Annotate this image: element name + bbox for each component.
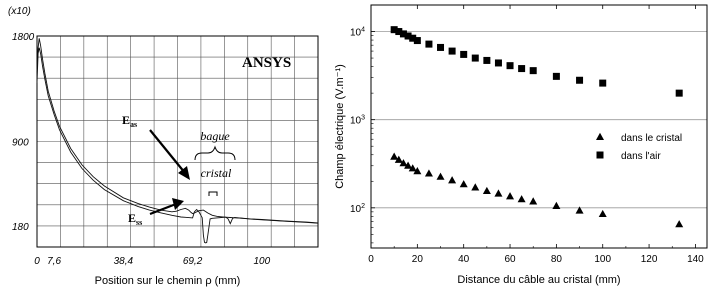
y-tick-label: 180 xyxy=(12,221,29,233)
data-point-triangle xyxy=(518,195,526,202)
data-point-triangle xyxy=(506,192,514,199)
arrow-e-as xyxy=(150,130,185,173)
data-point-square xyxy=(676,90,683,97)
plot-frame xyxy=(371,5,707,248)
legend-label: dans le cristal xyxy=(621,133,683,144)
data-point-triangle xyxy=(552,202,560,209)
x-tick-label: 0 xyxy=(34,256,40,267)
data-point-square xyxy=(414,37,421,44)
y-tick-label: $10^4$ xyxy=(349,26,365,39)
data-point-triangle xyxy=(599,210,607,217)
data-point-triangle xyxy=(483,187,491,194)
data-point-triangle xyxy=(471,183,479,190)
y-tick-label: 1800 xyxy=(12,32,35,43)
x-tick-label: 120 xyxy=(640,254,658,265)
data-point-triangle xyxy=(675,220,683,227)
data-point-triangle xyxy=(437,173,445,180)
right-chart xyxy=(334,5,707,286)
annotation-ring-top: bague xyxy=(200,129,230,143)
data-point-square xyxy=(576,77,583,84)
crystal-bracket xyxy=(209,192,217,196)
x-tick-label: 38,4 xyxy=(113,256,134,267)
annotation-e-as: $E_{as}$ xyxy=(122,113,138,129)
data-point-square xyxy=(553,73,560,80)
data-point-triangle xyxy=(448,176,456,183)
x-tick-label: 40 xyxy=(458,254,470,265)
y-tick-label: $10^2$ xyxy=(349,202,365,215)
x-tick-label: 100 xyxy=(253,256,271,267)
x-tick-label: 60 xyxy=(504,254,516,265)
data-point-square xyxy=(449,48,456,55)
data-point-square xyxy=(472,55,479,62)
y-multiplier-label: (x10) xyxy=(8,6,31,17)
legend-marker-square xyxy=(597,152,604,159)
data-point-square xyxy=(425,41,432,48)
data-point-square xyxy=(530,67,537,74)
annotation-e-ss: $E_{ss}$ xyxy=(128,211,143,227)
data-point-square xyxy=(507,62,514,69)
data-point-triangle xyxy=(529,197,537,204)
x-tick-label: 20 xyxy=(411,254,423,265)
x-tick-label: 100 xyxy=(594,254,612,265)
data-point-square xyxy=(495,59,502,66)
y-tick-label: $10^3$ xyxy=(349,114,365,127)
x-tick-label: 0 xyxy=(368,254,374,265)
y-axis-title: Champ électrique (V.m⁻¹) xyxy=(334,64,346,189)
data-point-square xyxy=(599,80,606,87)
x-tick-label: 69,2 xyxy=(182,256,203,267)
legend-label: dans l'air xyxy=(621,151,661,162)
data-point-triangle xyxy=(390,153,398,160)
ansys-logo: ANSYS xyxy=(242,55,292,71)
x-axis-title: Distance du câble au cristal (mm) xyxy=(457,274,621,286)
left-chart xyxy=(8,6,318,287)
x-axis-title: Position sur le chemin ρ (mm) xyxy=(94,275,241,287)
data-point-triangle xyxy=(425,169,433,176)
data-point-square xyxy=(518,65,525,72)
x-tick-label: 7,6 xyxy=(47,256,62,267)
data-point-square xyxy=(437,44,444,51)
x-tick-label: 80 xyxy=(550,254,562,265)
annotation-ring-bottom: cristal xyxy=(200,166,232,180)
data-point-triangle xyxy=(460,180,468,187)
arrow-e-ss-head xyxy=(172,198,184,210)
data-point-square xyxy=(483,57,490,64)
data-point-triangle xyxy=(494,189,502,196)
legend-marker-triangle xyxy=(596,133,604,140)
data-point-square xyxy=(460,51,467,58)
y-tick-label: 900 xyxy=(12,137,29,149)
x-tick-label: 140 xyxy=(687,254,704,265)
